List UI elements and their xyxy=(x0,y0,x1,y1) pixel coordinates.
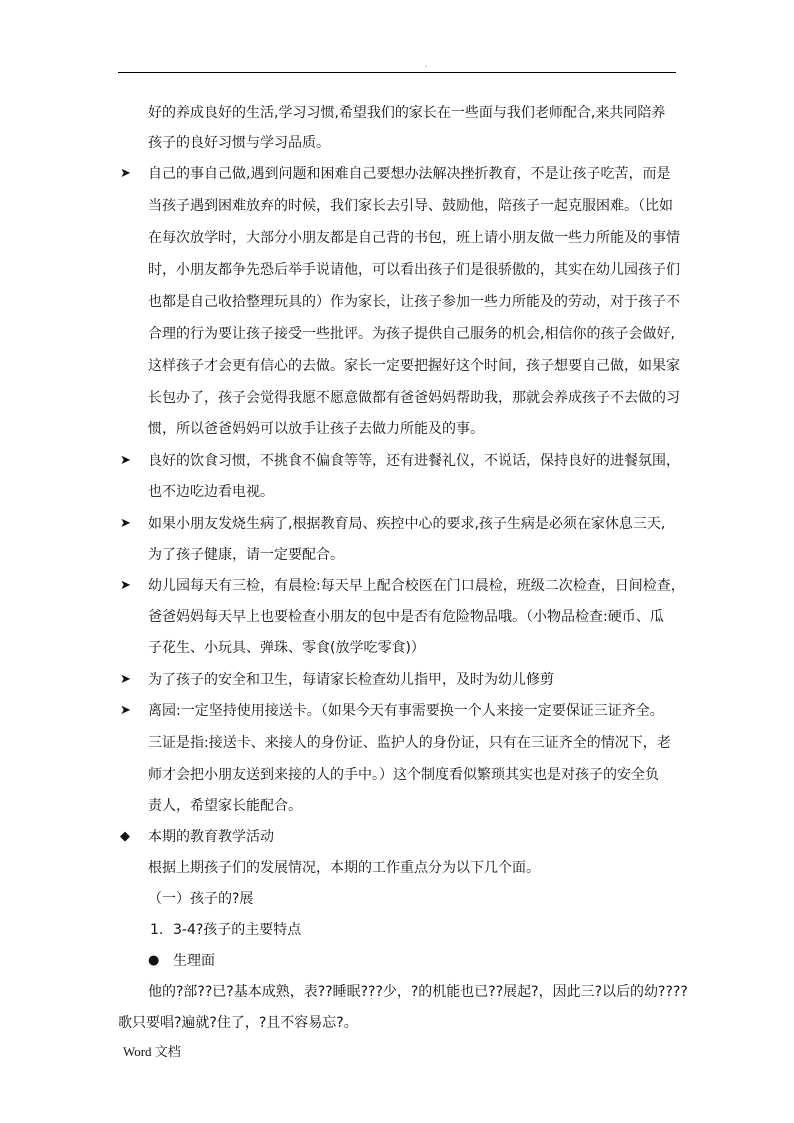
header-dot: . xyxy=(425,60,427,69)
text-line: 当孩子遇到困难放弃的时候，我们家长去引导、鼓励他，陪孩子一起克服困难。（比如 xyxy=(148,198,673,214)
text-line: 在每次放学时，大部分小朋友都是自己背的书包，班上请小朋友做一些力所能及的事情 xyxy=(148,230,680,246)
text-line: 时，小朋友都争先恐后举手说请他，可以看出孩子们是很骄傲的，其实在幼儿园孩子们 xyxy=(148,262,680,278)
item-number: 1. xyxy=(150,922,164,938)
text-line: 歌只要唱?遍就?住了，?且不容易忘?。 xyxy=(118,1015,358,1031)
arrow-bullet-icon: ➤ xyxy=(120,672,131,687)
text-line: 也都是自己收拾整理玩具的）作为家长，让孩子参加一些力所能及的劳动，对于孩子不 xyxy=(148,294,680,310)
text-line: 孩子的良好习惯与学习品质。 xyxy=(148,135,330,151)
arrow-bullet-icon: ➤ xyxy=(120,578,131,593)
text-line: 长包办了，孩子会觉得我愿不愿意做都有爸爸妈妈帮助我，那就会养成孩子不去做的习 xyxy=(148,390,680,406)
text-line: 也不边吃边看电视。 xyxy=(148,484,274,500)
item-text: 3-4?孩子的主要特点 xyxy=(173,922,302,938)
text-line: 自己的事自己做,遇到问题和困难自己要想办法解决挫折教育，不是让孩子吃苦，而是 xyxy=(148,166,671,182)
text-line: 如果小朋友发烧生病了,根据教育局、疾控中心的要求,孩子生病是必须在家休息三天, xyxy=(148,516,666,532)
diamond-bullet-icon: ◆ xyxy=(120,829,130,844)
arrow-bullet-icon: ➤ xyxy=(120,166,131,181)
text-line: 这样孩子才会更有信心的去做。家长一定要把握好这个时间，孩子想要自己做，如果家 xyxy=(148,358,680,374)
arrow-bullet-icon: ➤ xyxy=(120,516,131,531)
text-line: 三证是指:接送卡、来接人的身份证、监护人的身份证，只有在三证齐全的情况下，老 xyxy=(148,735,671,751)
sub-heading: （一）孩子的?展 xyxy=(148,891,254,907)
header-rule xyxy=(118,72,676,73)
text-line: 子花生、小玩具、弹珠、零食(放学吃零食)） xyxy=(148,640,425,656)
intro-line: 根据上期孩子们的发展情况，本期的工作重点分为以下几个面。 xyxy=(148,860,540,876)
arrow-bullet-icon: ➤ xyxy=(120,703,131,718)
text-line: 责人，希望家长能配合。 xyxy=(148,798,302,814)
text-line: 为了孩子的安全和卫生，每请家长检查幼儿指甲，及时为幼儿修剪 xyxy=(148,672,554,688)
dot-bullet-icon: ● xyxy=(148,953,160,968)
text-line: 爸爸妈妈每天早上也要检查小朋友的包中是否有危险物品哦。（小物品检查:硬币、瓜 xyxy=(148,609,664,625)
text-line: 为了孩子健康，请一定要配合。 xyxy=(148,547,344,563)
page-footer: Word 文档 xyxy=(123,1044,181,1059)
text-line: 他的?部??已?基本成熟，表??睡眠???少，?的机能也已??展起?，因此三?以后的幼???? xyxy=(148,984,688,1000)
text-line: 幼儿园每天有三检，有晨检:每天早上配合校医在门口晨检，班级二次检查，日间检查， xyxy=(148,578,685,594)
text-line: 良好的饮食习惯，不挑食不偏食等等，还有进餐礼仪，不说话，保持良好的进餐氛围， xyxy=(148,453,680,469)
arrow-bullet-icon: ➤ xyxy=(120,453,131,468)
text-line: 合理的行为要让孩子接受一些批评。为孩子提供自己服务的机会,相信你的孩子会做好, xyxy=(148,326,675,342)
text-line: 师才会把小朋友送到来接的人的手中。）这个制度看似繁琐其实也是对孩子的安全负 xyxy=(148,767,659,783)
section-heading-text: 本期的教育教学活动 xyxy=(148,829,274,845)
text-line: 惯，所以爸爸妈妈可以放手让孩子去做力所能及的事。 xyxy=(148,421,484,437)
text-line: 好的养成良好的生活,学习习惯,希望我们的家长在一些面与我们老师配合,来共同陪养 xyxy=(148,105,666,121)
item-text: 生理面 xyxy=(173,953,215,969)
text-line: 离园:一定坚持使用接送卡。（如果今天有事需要换一个人来接一定要保证三证齐全。 xyxy=(148,703,664,719)
